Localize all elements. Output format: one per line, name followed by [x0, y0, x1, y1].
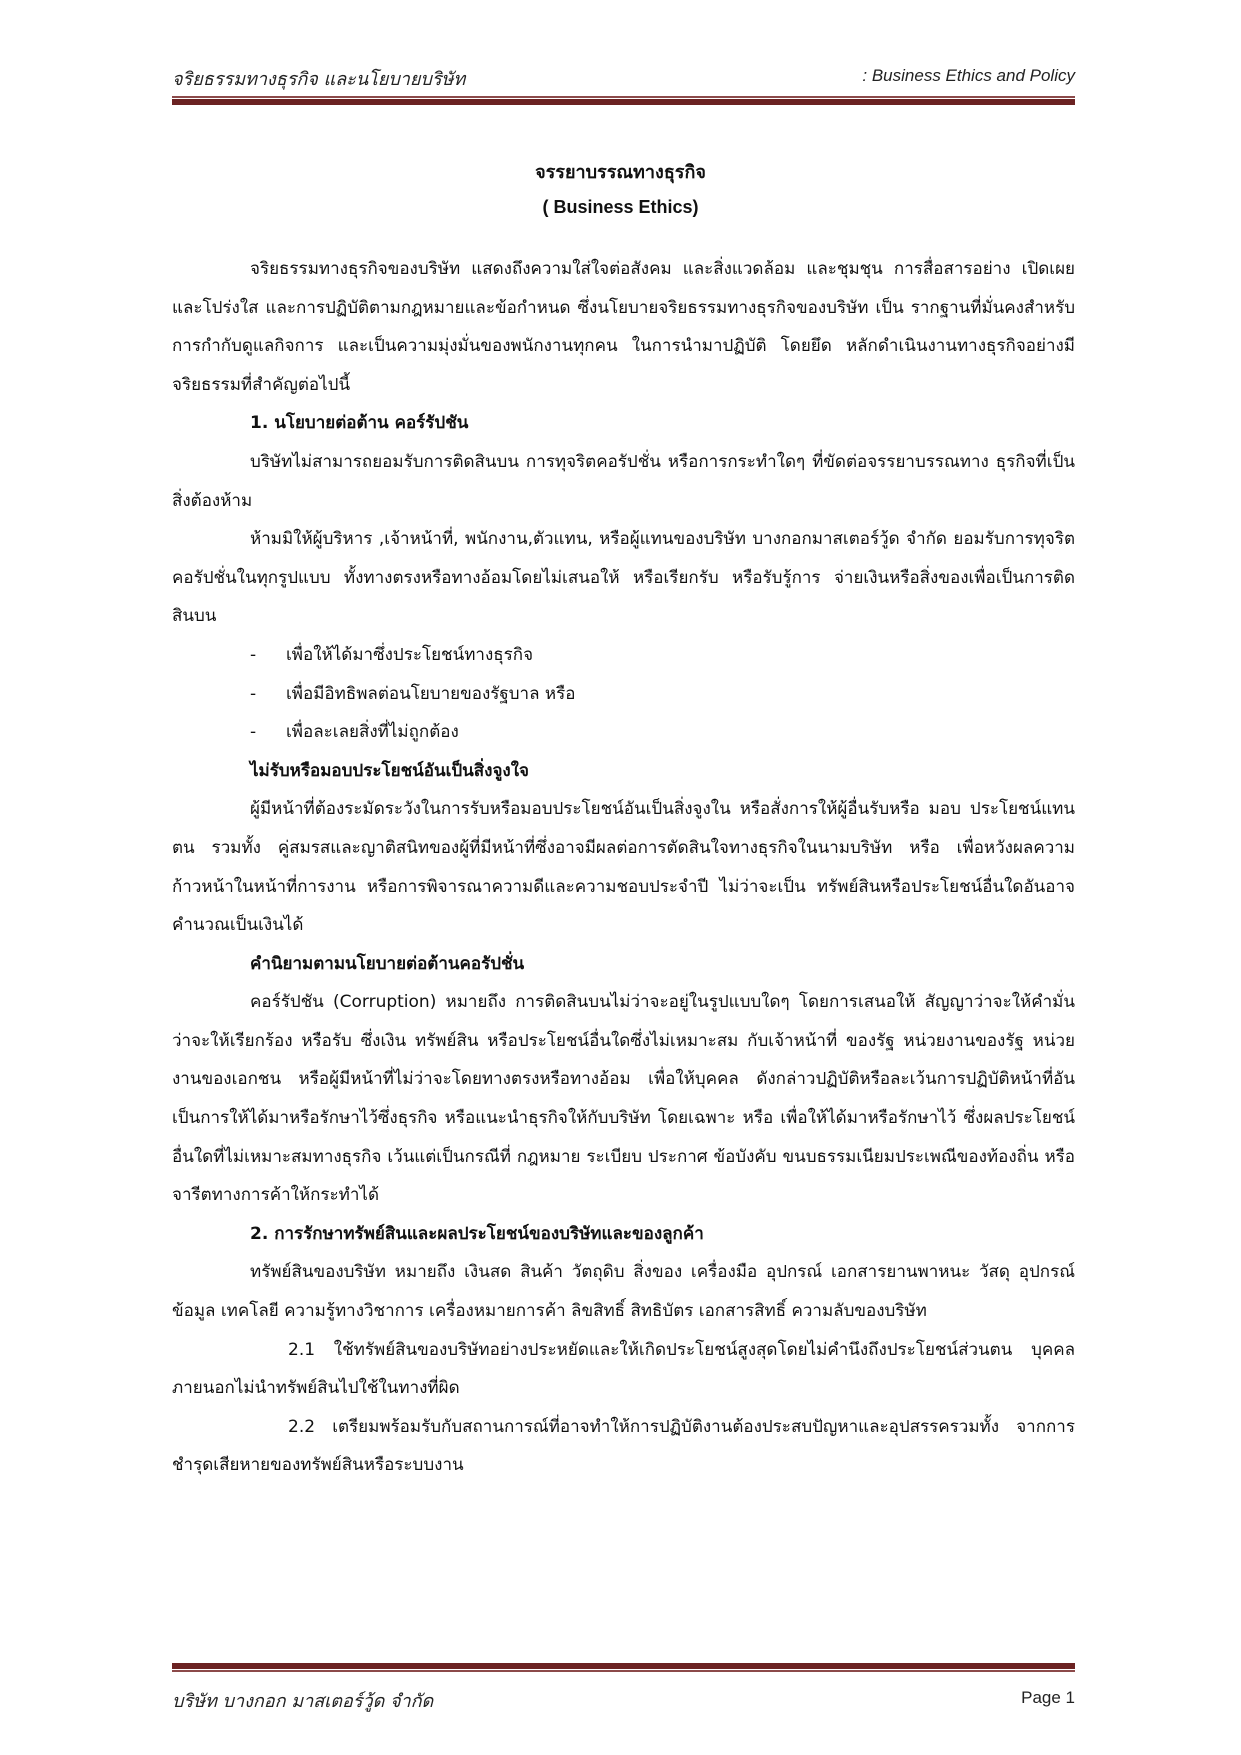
- page-footer: [172, 1686, 1075, 1712]
- intro-paragraph: จริยธรรมทางธุรกิจของบริษัท แสดงถึงความใส่ใจต่อสังคม และสิ่งแวดล้อม และชุมชุน การสื่อสารอย่าง เปิดเผย และโปร่งใส และการปฏิบัติตามกฎหมายและข้อกำหนด ซึ่งนโยบายจริยธรรมทางธุรกิจของบริษัท เป็น รากฐานที่มั่นคงสำหรับการกำกับดูแลกิจการ และเป็นความมุ่งมั่นของพนักงานทุกคน ในการนำมาปฏิบัติ โดยยึด หลักดำเนินงานทางธุรกิจอย่างมีจริยธรรมที่สำคัญต่อไปนี้: [172, 259, 1076, 395]
- document-body: [172, 250, 1075, 1485]
- subsection-definition-heading: คำนิยามตามนโยบายต่อต้านคอรัปชั่น: [250, 953, 525, 974]
- section-1-paragraph-1: บริษัทไม่สามารถยอมรับการติดสินบน การทุจริตคอรัปชั่น หรือการกระทำใดๆ ที่ขัดต่อจรรยาบรรณทาง ธุรกิจที่เป็นสิ่งต้องห้าม: [172, 451, 1075, 511]
- subsection-incentives-heading: ไม่รับหรือมอบประโยชน์อันเป็นสิ่งจูงใจ: [250, 760, 529, 781]
- list-item: - เพื่อละเลยสิ่งที่ไม่ถูกต้อง: [172, 713, 1075, 752]
- list-item: - เพื่อมีอิทธิพลต่อนโยบายของรัฐบาล หรือ: [172, 675, 1075, 714]
- section-2-paragraph-1: ทรัพย์สินของบริษัท หมายถึง เงินสด สินค้า วัตถุดิบ สิ่งของ เครื่องมือ อุปกรณ์ เอกสารยานพาหนะ วัสดุ อุปกรณ์ ข้อมูล เทคโลยี ความรู้ทางวิชาการ เครื่องหมายการค้า ลิขสิทธิ์ สิทธิบัตร เอกสารสิทธิ์ ความลับของบริษัท: [172, 1262, 1075, 1322]
- section-1-heading: 1. นโยบายต่อต้าน คอร์รัปชัน: [250, 413, 469, 434]
- bullet-dash: -: [250, 644, 257, 665]
- footer-company-name: บริษัท บางกอก มาสเตอร์วู้ด จำกัด: [172, 1691, 434, 1712]
- document-subtitle: ( Business Ethics): [542, 197, 699, 217]
- page-header: [172, 64, 1075, 90]
- subsection-incentives-paragraph: ผู้มีหน้าที่ต้องระมัดระวังในการรับหรือมอบประโยชน์อันเป็นสิ่งจูงใน หรือสั่งการให้ผู้อื่นรับหรือ มอบ ประโยชน์แทนตน รวมทั้ง คู่สมรสและญาติสนิทของผู้ที่มีหน้าที่ซึ่งอาจมีผลต่อการตัดสินใจทางธุรกิจในนามบริษัท หรือ เพื่อหวังผลความก้าวหน้าในหน้าที่การงาน หรือการพิจารณาความดีและความชอบประจำปี ไม่ว่าจะเป็น ทรัพย์สินหรือประโยชน์อื่นใดอันอาจคำนวณเป็นเงินได้: [172, 799, 1076, 936]
- document-title: จรรยาบรรณทางธุรกิจ: [535, 162, 706, 183]
- section-2-item-2-2: 2.2 เตรียมพร้อมรับกับสถานการณ์ที่อาจทำให้การปฏิบัติงานต้องประสบปัญหาและอุปสรรครวมทั้ง จากการชำรุดเสียหายของทรัพย์สินหรือระบบงาน: [172, 1416, 1075, 1476]
- header-title-thai: จริยธรรมทางธุรกิจ และนโยบายบริษัท: [172, 69, 466, 90]
- subsection-definition-paragraph: คอร์รัปชัน (Corruption) หมายถึง การติดสินบนไม่ว่าจะอยู่ในรูปแบบใดๆ โดยการเสนอให้ สัญญาว่าจะให้คำมั่นว่าจะให้เรียกร้อง หรือรับ ซึ่งเงิน ทรัพย์สิน หรือประโยชน์อื่นใดซึ่งไม่เหมาะสม กับเจ้าหน้าที่ ของรัฐ หน่วยงานของรัฐ หน่วยงานของเอกชน หรือผู้มีหน้าที่ไม่ว่าจะโดยทางตรงหรือทางอ้อม เพื่อให้บุคคล ดังกล่าวปฏิบัติหรือละเว้นการปฏิบัติหน้าที่อันเป็นการให้ได้มาหรือรักษาไว้ซึ่งธุรกิจ หรือแนะนำธุรกิจให้กับบริษัท โดยเฉพาะ หรือ เพื่อให้ได้มาหรือรักษาไว้ ซึ่งผลประโยชน์อื่นใดที่ไม่เหมาะสมทางธุรกิจ เว้นแต่เป็นกรณีที่ กฎหมาย ระเบียบ ประกาศ ข้อบังคับ ขนบธรรมเนียมประเพณีของท้องถิ่น หรือจารีตทางการค้าให้กระทำได้: [172, 992, 1076, 1206]
- bullet-dash: -: [250, 722, 257, 743]
- section-2-heading: 2. การรักษาทรัพย์สินและผลประโยชน์ของบริษัทและของลูกค้า: [250, 1223, 704, 1244]
- header-title-english: : Business Ethics and Policy: [862, 66, 1075, 85]
- page-number: Page 1: [1021, 1688, 1075, 1707]
- section-1-paragraph-2: ห้ามมิให้ผู้บริหาร ,เจ้าหน้าที่, พนักงาน,ตัวแทน, หรือผู้แทนของบริษัท บางกอกมาสเตอร์วู้ด จำกัด ยอมรับการทุจริต คอรัปชั่นในทุกรูปแบบ ทั้งทางตรงหรือทางอ้อมโดยไม่เสนอให้ หรือเรียกรับ หรือรับรู้การ จ่ายเงินหรือสิ่งของเพื่อเป็นการติดสินบน: [172, 529, 1075, 627]
- bullet-dash: -: [250, 683, 257, 704]
- header-rule: [172, 96, 1075, 105]
- list-item: - เพื่อให้ได้มาซึ่งประโยชน์ทางธุรกิจ: [172, 636, 1075, 675]
- section-2-item-2-1: 2.1 ใช้ทรัพย์สินของบริษัทอย่างประหยัดและให้เกิดประโยชน์สูงสุดโดยไม่คำนึงถึงประโยชน์ส่วนตน บุคคลภายนอกไม่นำทรัพย์สินไปใช้ในทางที่ผิด: [172, 1339, 1076, 1399]
- footer-rule: [172, 1663, 1075, 1672]
